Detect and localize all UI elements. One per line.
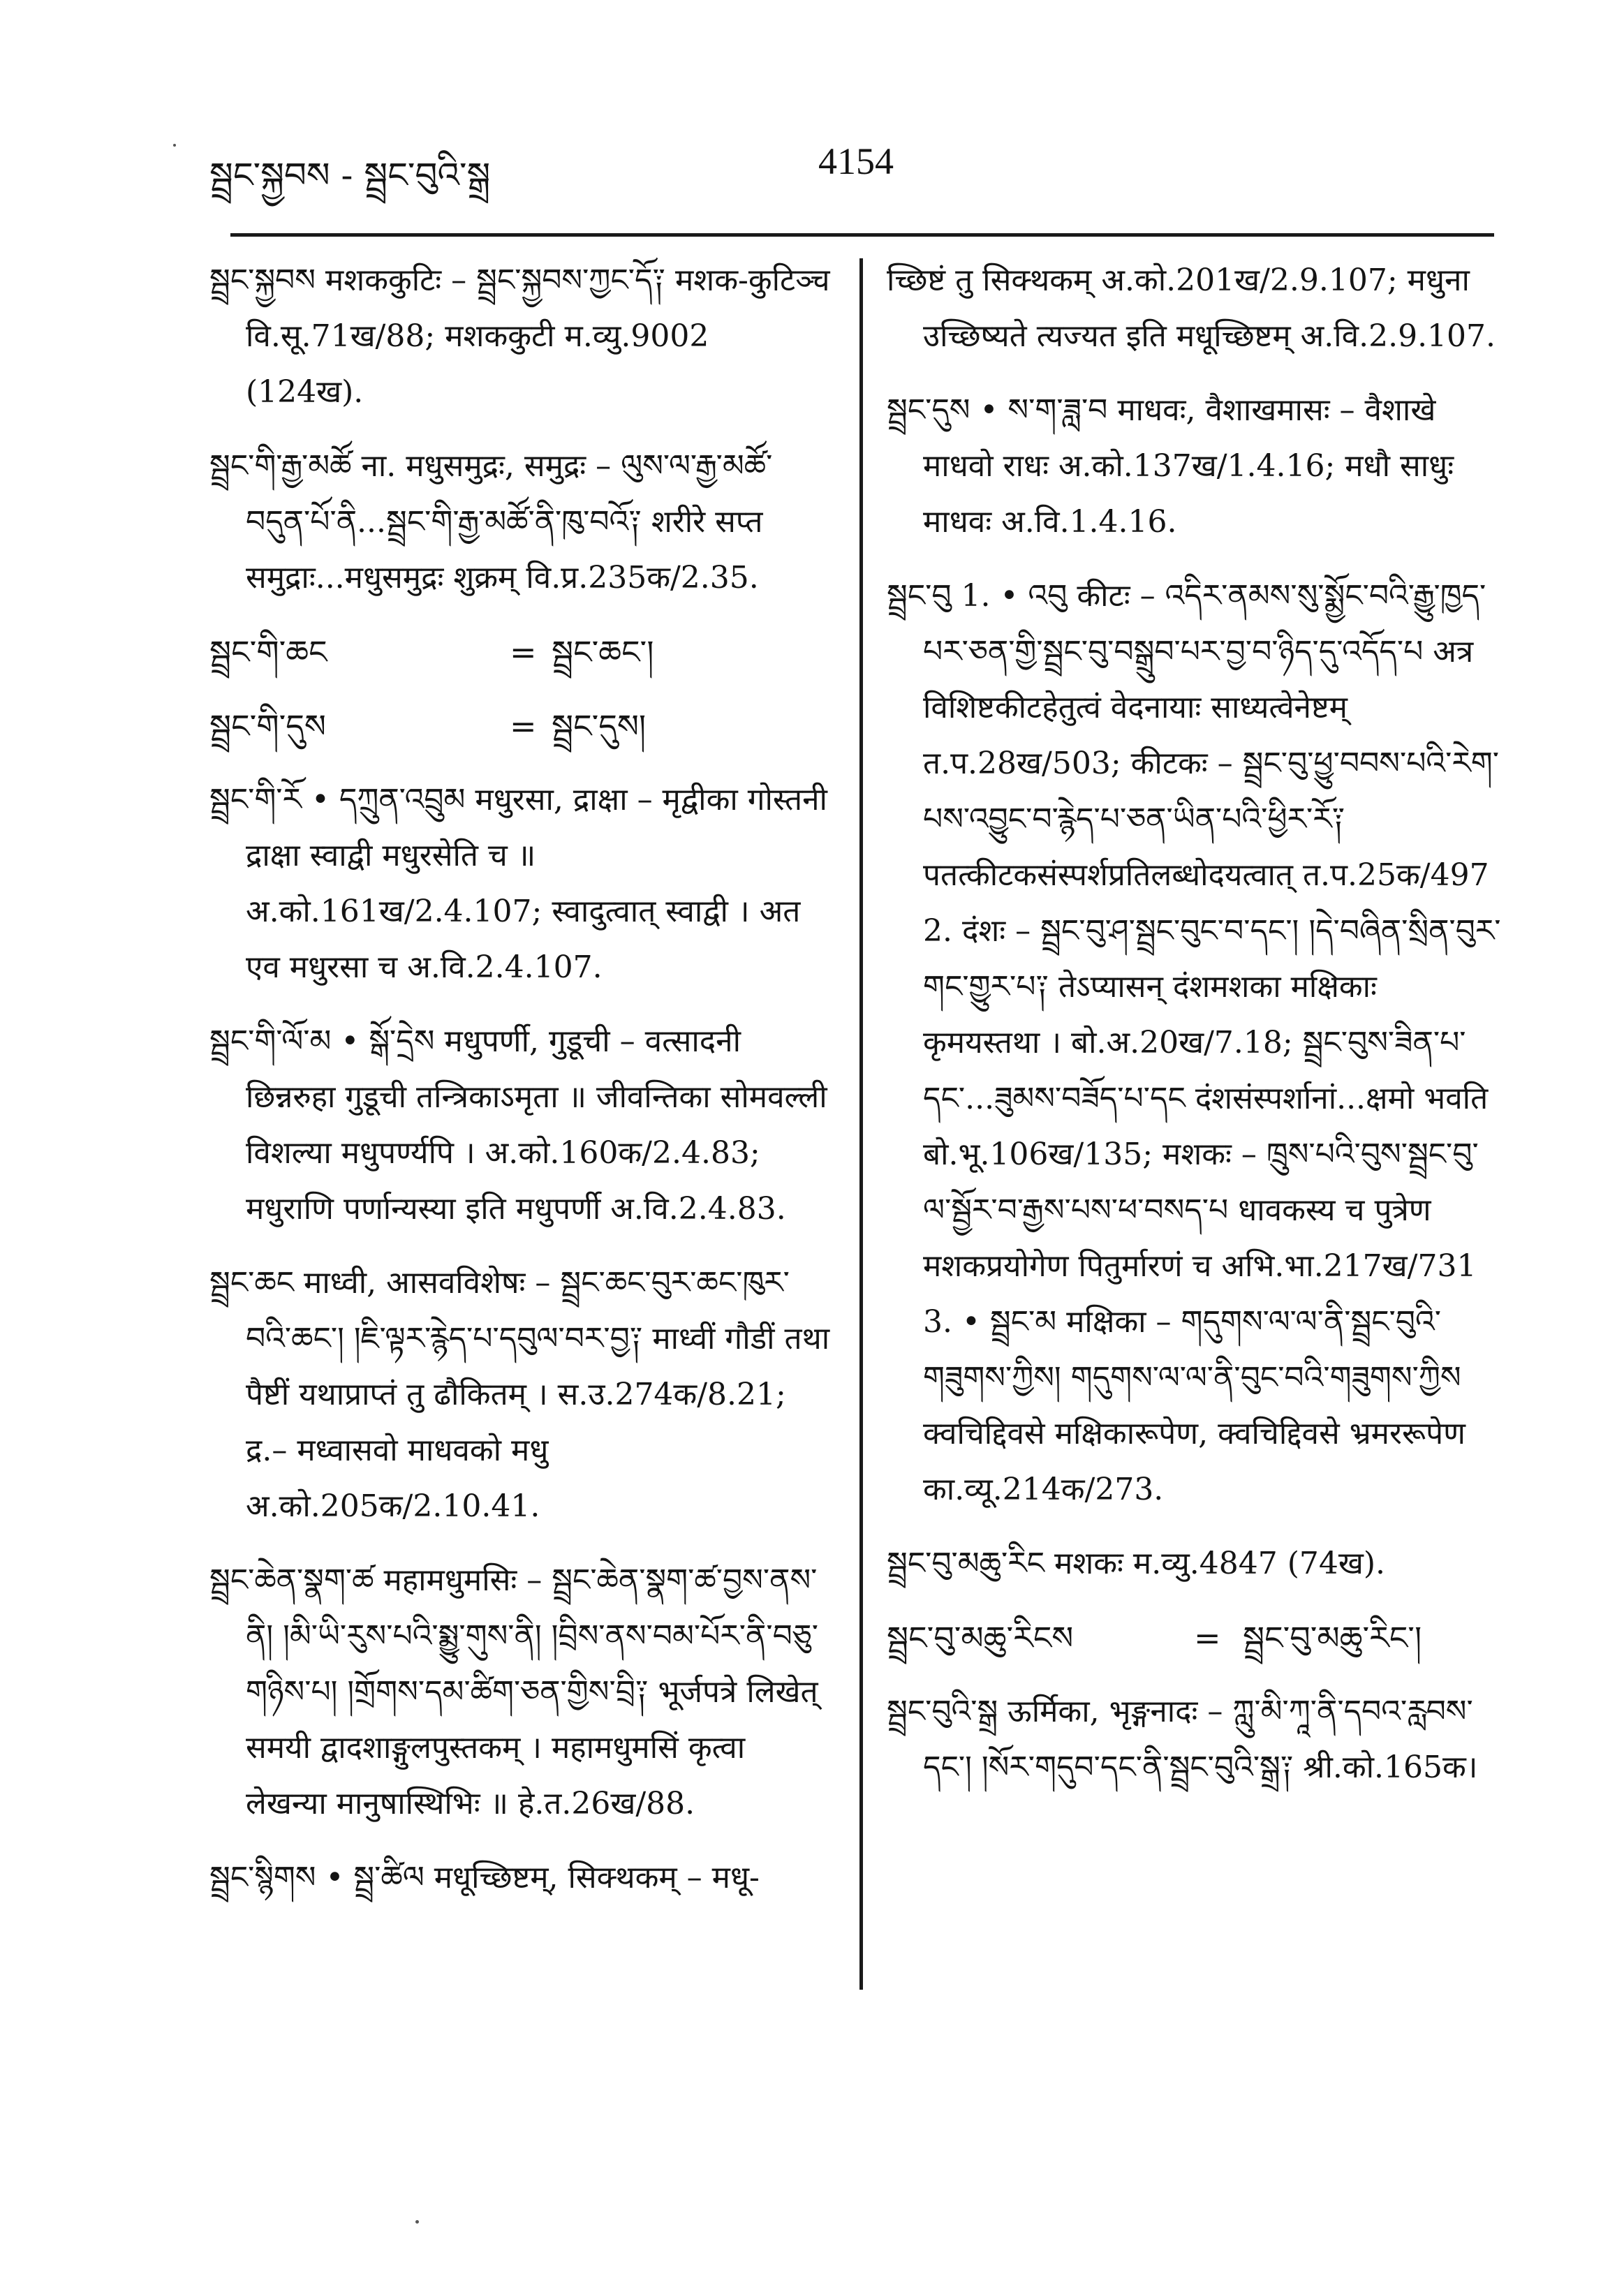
cross-reference bbox=[209, 624, 834, 680]
scan-speck bbox=[173, 144, 176, 147]
dictionary-entry bbox=[209, 253, 834, 420]
page-number: 4154 bbox=[818, 140, 894, 182]
right-column bbox=[887, 253, 1501, 1814]
dictionary-entry bbox=[887, 1684, 1501, 1796]
entry-text: སྦྲང་དུས • ས་ག་ཟླ་བ माधवः, वैशाखमासः – वैशाखे माधवो राधः अ.को.137ख/1.4.16; मधौ साधुः माधवः अ.वि.1.4.16. bbox=[887, 392, 1454, 540]
xref-target: སྦྲང་དུས། bbox=[552, 707, 647, 745]
xref-equals: = bbox=[510, 707, 537, 745]
dictionary-entry bbox=[209, 1255, 834, 1535]
cross-reference bbox=[887, 1610, 1501, 1666]
dictionary-entry bbox=[209, 1014, 834, 1237]
dictionary-entry bbox=[209, 772, 834, 996]
dictionary-entry bbox=[887, 253, 1501, 364]
dictionary-entry bbox=[887, 383, 1501, 550]
xref-target: སྦྲང་ཆང་། bbox=[552, 633, 654, 671]
running-header: སྦྲང་སྐྱབས - སྦྲང་བུའི་སྒྲ bbox=[209, 155, 491, 195]
entry-text: སྦྲང་བུའི་སྒྲ ऊर्मिका, भृङ्गनादः – ཀླུ་མི་ཀཱ་ནི་དབའ་རླབས་དང་། །སོར་གདུབ་དང་ནི་སྦྲང་བུའི་སྒྲ༑ श्री.को.165क। bbox=[887, 1694, 1478, 1785]
dictionary-entry bbox=[209, 1553, 834, 1832]
cross-reference bbox=[209, 698, 834, 754]
dictionary-entry bbox=[209, 438, 834, 606]
scan-speck bbox=[415, 2220, 419, 2224]
dictionary-entry bbox=[887, 1536, 1501, 1592]
xref-term: སྦྲང་གི་དུས bbox=[209, 707, 326, 745]
entry-text: སྦྲང་སྙིགས • སྦྲ་ཚིལ मधूच्छिष्टम्, सिक्थकम् – मधू- bbox=[209, 1860, 760, 1895]
entry-text: སྦྲང་སྐྱབས मशककुटिः – སྦྲང་སྐྱབས་ཀྱང་དོ༑ मशक-कुटिञ्च वि.सू.71ख/88; मशककुटी म.व्यु.9002 (124ख). bbox=[209, 263, 830, 410]
dictionary-entry bbox=[887, 568, 1501, 1518]
entry-text: སྦྲང་གི་ལོ་མ • སྒོ་དྲེས मधुपर्णी, गुडूची – वत्सादनी छिन्नरुहा गुडूची तन्त्रिकाऽमृता ॥ जीवन्तिका सोमवल्ली विशल्या मधुपर्ण्यपि । अ.को.160क/2.4.83; मधुराणि पर्णान्यस्या इति मधुपर्णी अ.वि.2.4.83. bbox=[209, 1023, 827, 1227]
entry-text: च्छिष्टं तु सिक्थकम् अ.को.201ख/2.9.107; मधुना उच्छिष्यते त्यज्यत इति मधूच्छिष्टम् अ.वि.2.9.107. bbox=[887, 263, 1496, 354]
entry-text: སྦྲང་གི་རོ • དཀྲུན་འབྲུམ मधुरसा, द्राक्षा – मृद्वीका गोस्तनी द्राक्षा स्वाद्वी मधुरसेति च ॥ अ.को.161ख/2.4.107; स्वादुत्वात् स्वाद्वी । अत एव मधुरसा च अ.वि.2.4.107. bbox=[209, 782, 827, 985]
entry-text: སྦྲང་ཆེན་སྣག་ཚ महामधुमसिः – སྦྲང་ཆེན་སྣག་ཚ་བྱས་ནས་ནི། །མི་ཡི་རུས་པའི་སྨྱུ་གུས་ནི། །བྲིས་ནས་བམ་པོར་ནི་བཅུ་གཉིས་པ། །གྲོགས་དམ་ཚིག་ཅན་གྱིས་བྲི༑ भूर्जपत्रे लिखेत् समयी द्वादशाङ्गुलपुस्तकम् । महामधुमसिं कृत्वा लेखन्या मानुषास्थिभिः ॥ हे.त.26ख/88. bbox=[209, 1562, 819, 1821]
xref-target: སྦྲང་བུ་མཆུ་རིང་། bbox=[1243, 1619, 1422, 1657]
entry-text: སྦྲང་བུ་མཆུ་རིང मशकः म.व्यु.4847 (74ख). bbox=[887, 1546, 1386, 1581]
xref-equals: = bbox=[510, 633, 537, 671]
entry-text: སྦྲང་ཆང माध्वी, आसवविशेषः – སྦྲང་ཆང་བུར་ཆང་ཁུར་བའི་ཆང་། །ཇི་ལྟར་རྙེད་པ་དབུལ་བར་བྱ༑ माध्वीं गौडीं तथा पैष्टीं यथाप्राप्तं तु ढौकितम् । स.उ.274क/8.21; द्र.– मध्वासवो माधवको मधु अ.को.205क/2.10.41. bbox=[209, 1265, 830, 1524]
left-column bbox=[209, 253, 834, 1924]
column-divider bbox=[859, 258, 863, 1990]
entry-text: སྦྲང་བུ 1. • འབུ कीटः – འདིར་ནམས་སུ་སྨྱོང་བའི་རྒྱུ་ཁྱད་པར་ཅན་གྱི་སྦྲང་བུ་བསྒྲུབ་པར་བྱ་བ་ཉིད་དུ་འདོད་པ अत्र विशिष्टकीटहेतुत्वं वेदनायाः साध्यत्वेनेष्टम् त.प.28ख/503; कीटकः – སྦྲང་བུ་ཕྱུ་བབས་པའི་རེག་པས་འབྱུང་བ་རྙེད་པ་ཅན་ཡིན་པའི་ཕྱིར་རོ༑ पतत्कीटकसंस्पर्शप्रतिलब्धोदयत्वात् त.प.25क/497 2. दंशः – སྦྲང་བུ་ཤ་སྦྲང་བུང་བ་དང་། །དེ་བཞིན་སྲིན་བུར་གང་གྱུར་པ༑ तेऽप्यासन् दंशमशका मक्षिकाः कृमयस्तथा । बो.अ.20ख/7.18; སྦྲང་བུས་ཟིན་པ་དང་...ཟུམས་བཟོད་པ་དང दंशसंस्पर्शानां...क्षमो भवति बो.भू.106ख/135; मशकः – ཁྲུས་པའི་བུས་སྦྲང་བུ་ལ་སྦྱོར་བ་རྒྱས་པས་ཕ་བསད་པ धावकस्य च पुत्रेण मशकप्रयोगेण पितुर्मारणं च अभि.भा.217ख/731 3. • སྦྲང་མ मक्षिका – གདུགས་ལ་ལ་ནི་སྦྲང་བུའི་གཟུགས་ཀྱིས། གདུགས་ལ་ལ་ནི་བུང་བའི་གཟུགས་ཀྱིས क्वचिद्दिवसे मक्षिकारूपेण, क्वचिद्दिवसे भ्रमररूपेण का.व्यू.214क/273. bbox=[887, 578, 1501, 1507]
dictionary-entry bbox=[209, 1850, 834, 1906]
xref-equals: = bbox=[1194, 1619, 1221, 1657]
xref-term: སྦྲང་གི་ཆང bbox=[209, 633, 327, 671]
entry-text: སྦྲང་གི་རྒྱ་མཚོ ना. मधुसमुद्रः, समुद्रः – ལུས་ལ་རྒྱ་མཚོ་བདུན་པོ་ནི...སྦྲང་གི་རྒྱ་མཚོ་ནི་ཁུ་བའོ༑ शरीरे सप्त समुद्राः...मधुसमुद्रः शुक्रम् वि.प्र.235क/2.35. bbox=[209, 448, 773, 596]
xref-term: སྦྲང་བུ་མཆུ་རིངས bbox=[887, 1619, 1074, 1657]
header-rule bbox=[230, 233, 1494, 237]
